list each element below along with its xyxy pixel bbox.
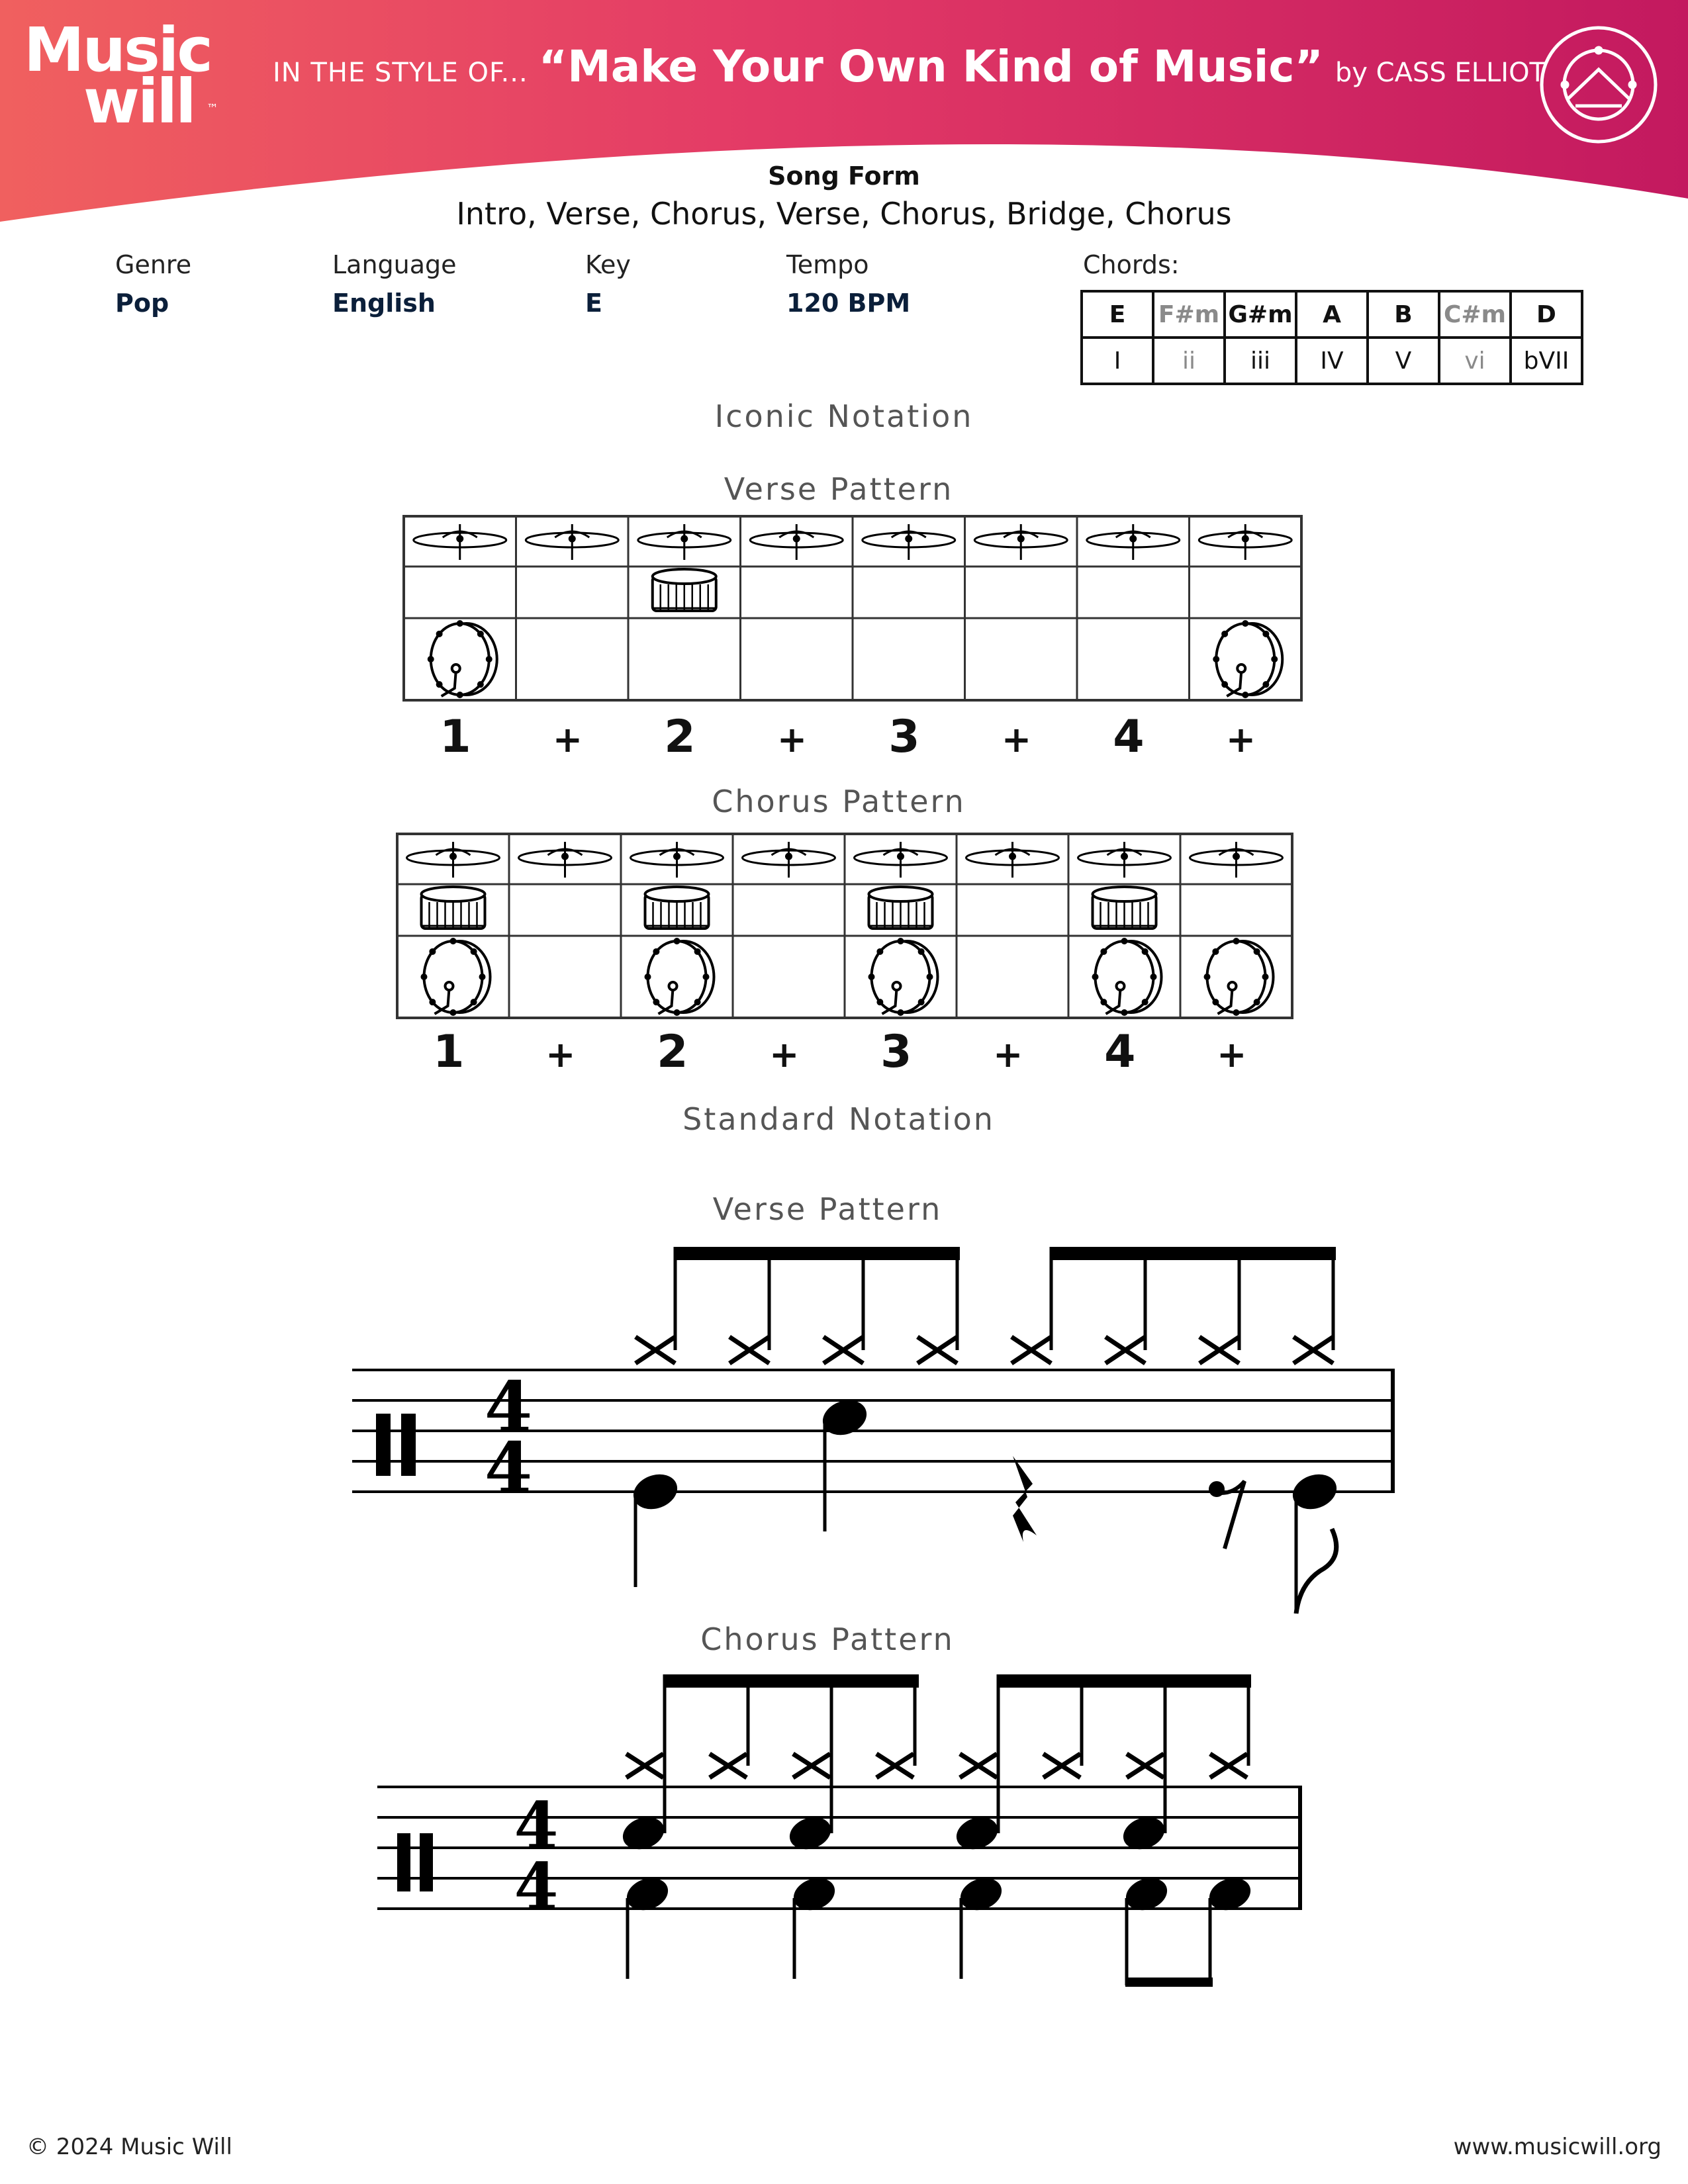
snare-drum-icon <box>422 887 485 929</box>
beat-count-label: + <box>993 1034 1023 1075</box>
snare-drum-icon <box>645 887 709 929</box>
kick-drum-icon <box>1205 939 1274 1015</box>
hihat-x-note <box>1293 1337 1333 1363</box>
hihat-x-note <box>729 1337 769 1363</box>
verse-kick-snare <box>628 1394 1341 1614</box>
beat-count-label: 2 <box>657 1026 688 1078</box>
snare-drum-icon <box>869 887 933 929</box>
hihat-beams <box>674 1247 1336 1260</box>
hihat-x-note <box>1199 1337 1239 1363</box>
song-form-label: Song Form <box>768 161 920 191</box>
iconic-grids <box>0 0 1688 1085</box>
beat-count-label: + <box>1001 719 1032 760</box>
snare-drum-icon <box>1093 887 1156 929</box>
beat-count-label: + <box>776 719 808 760</box>
svg-text:4: 4 <box>514 1849 559 1924</box>
song-title: “Make Your Own Kind of Music” <box>538 41 1323 92</box>
hihat-notes <box>635 1247 1333 1363</box>
kick-drum-icon <box>1214 621 1282 697</box>
time-signature <box>485 1366 532 1508</box>
svg-text:4: 4 <box>514 1788 559 1863</box>
beat-count-label: + <box>552 719 583 760</box>
chord-numeral: IV <box>1296 338 1368 384</box>
song-form-value: Intro, Verse, Chorus, Verse, Chorus, Bridge, Chorus <box>456 196 1232 232</box>
beat-count-label: 1 <box>440 711 471 763</box>
language-value: English <box>332 289 436 318</box>
iconic-notation-title: Iconic Notation <box>714 398 974 434</box>
percussion-clef <box>397 1833 433 1891</box>
hihat-x-note <box>1105 1337 1145 1363</box>
chord-numeral: bVII <box>1511 338 1582 384</box>
beat-count-label: 3 <box>888 711 920 763</box>
genre-label: Genre <box>115 250 192 279</box>
eighth-flag <box>1296 1529 1336 1614</box>
hihat-x-note <box>823 1337 863 1363</box>
chord-numeral: iii <box>1225 338 1296 384</box>
hihat-x-note <box>917 1337 957 1363</box>
kick-drum-icon <box>870 939 938 1015</box>
kick-drum-icon <box>429 621 497 697</box>
logo-trademark: ™ <box>207 102 218 116</box>
beat-count-label: + <box>769 1034 800 1075</box>
svg-text:4: 4 <box>484 1427 533 1508</box>
verse-staff <box>0 1224 1688 1635</box>
hihat-beams <box>663 1674 1251 1688</box>
beat-count-label: + <box>545 1034 576 1075</box>
iconic-chorus-title: Chorus Pattern <box>712 784 966 819</box>
chords-label: Chords: <box>1083 250 1180 279</box>
chord-name: C#m <box>1439 291 1511 338</box>
hihat-notes <box>626 1674 1248 1833</box>
copyright: © 2024 Music Will <box>26 2134 232 2160</box>
standard-verse-title: Verse Pattern <box>712 1191 943 1227</box>
beat-count-label: 2 <box>664 711 696 763</box>
style-prefix: IN THE STYLE OF... <box>273 58 528 88</box>
chord-name: A <box>1296 291 1368 338</box>
beat-count-label: 4 <box>1113 711 1145 763</box>
iconic-verse-grid <box>404 516 1301 763</box>
quarter-rest <box>1013 1456 1037 1542</box>
kick-drum-icon <box>646 939 714 1015</box>
chord-numeral: ii <box>1153 338 1225 384</box>
time-signature <box>514 1788 559 1924</box>
logo-line-1: Music <box>24 15 211 85</box>
chorus-kick-notes <box>622 1872 1255 1987</box>
chord-numeral: vi <box>1439 338 1511 384</box>
svg-text:4: 4 <box>484 1366 533 1447</box>
tempo-label: Tempo <box>786 250 869 279</box>
language-label: Language <box>332 250 457 279</box>
website-link[interactable]: www.musicwill.org <box>1453 2134 1662 2160</box>
snare-drum-icon <box>653 569 716 611</box>
standard-chorus-title: Chorus Pattern <box>700 1621 955 1657</box>
hihat-x-note <box>1011 1337 1051 1363</box>
beat-count-label: 1 <box>433 1026 465 1078</box>
chord-name: F#m <box>1153 291 1225 338</box>
logo-line-2: will <box>83 66 195 137</box>
artist-credit: by CASS ELLIOT <box>1335 58 1546 88</box>
beat-count-label: + <box>1217 1034 1247 1075</box>
chord-numeral: V <box>1368 338 1439 384</box>
tempo-value: 120 BPM <box>786 289 911 318</box>
chord-name: D <box>1511 291 1582 338</box>
chord-numeral: I <box>1082 338 1153 384</box>
iconic-chorus-grid <box>397 834 1292 1078</box>
percussion-clef <box>376 1414 416 1476</box>
hihat-x-note <box>635 1337 675 1363</box>
chord-name: E <box>1082 291 1153 338</box>
standard-notation-title: Standard Notation <box>682 1101 995 1137</box>
kick-drum-icon <box>1094 939 1162 1015</box>
chord-name: G#m <box>1225 291 1296 338</box>
beat-count-label: 3 <box>880 1026 912 1078</box>
iconic-verse-title: Verse Pattern <box>724 471 954 507</box>
chorus-staff <box>0 1655 1688 1999</box>
kick-drum-icon <box>422 939 491 1015</box>
key-value: E <box>585 289 602 318</box>
beat-count-label: + <box>1225 719 1256 760</box>
chord-name: B <box>1368 291 1439 338</box>
key-label: Key <box>585 250 631 279</box>
beat-count-label: 4 <box>1104 1026 1136 1078</box>
genre-value: Pop <box>115 289 169 318</box>
